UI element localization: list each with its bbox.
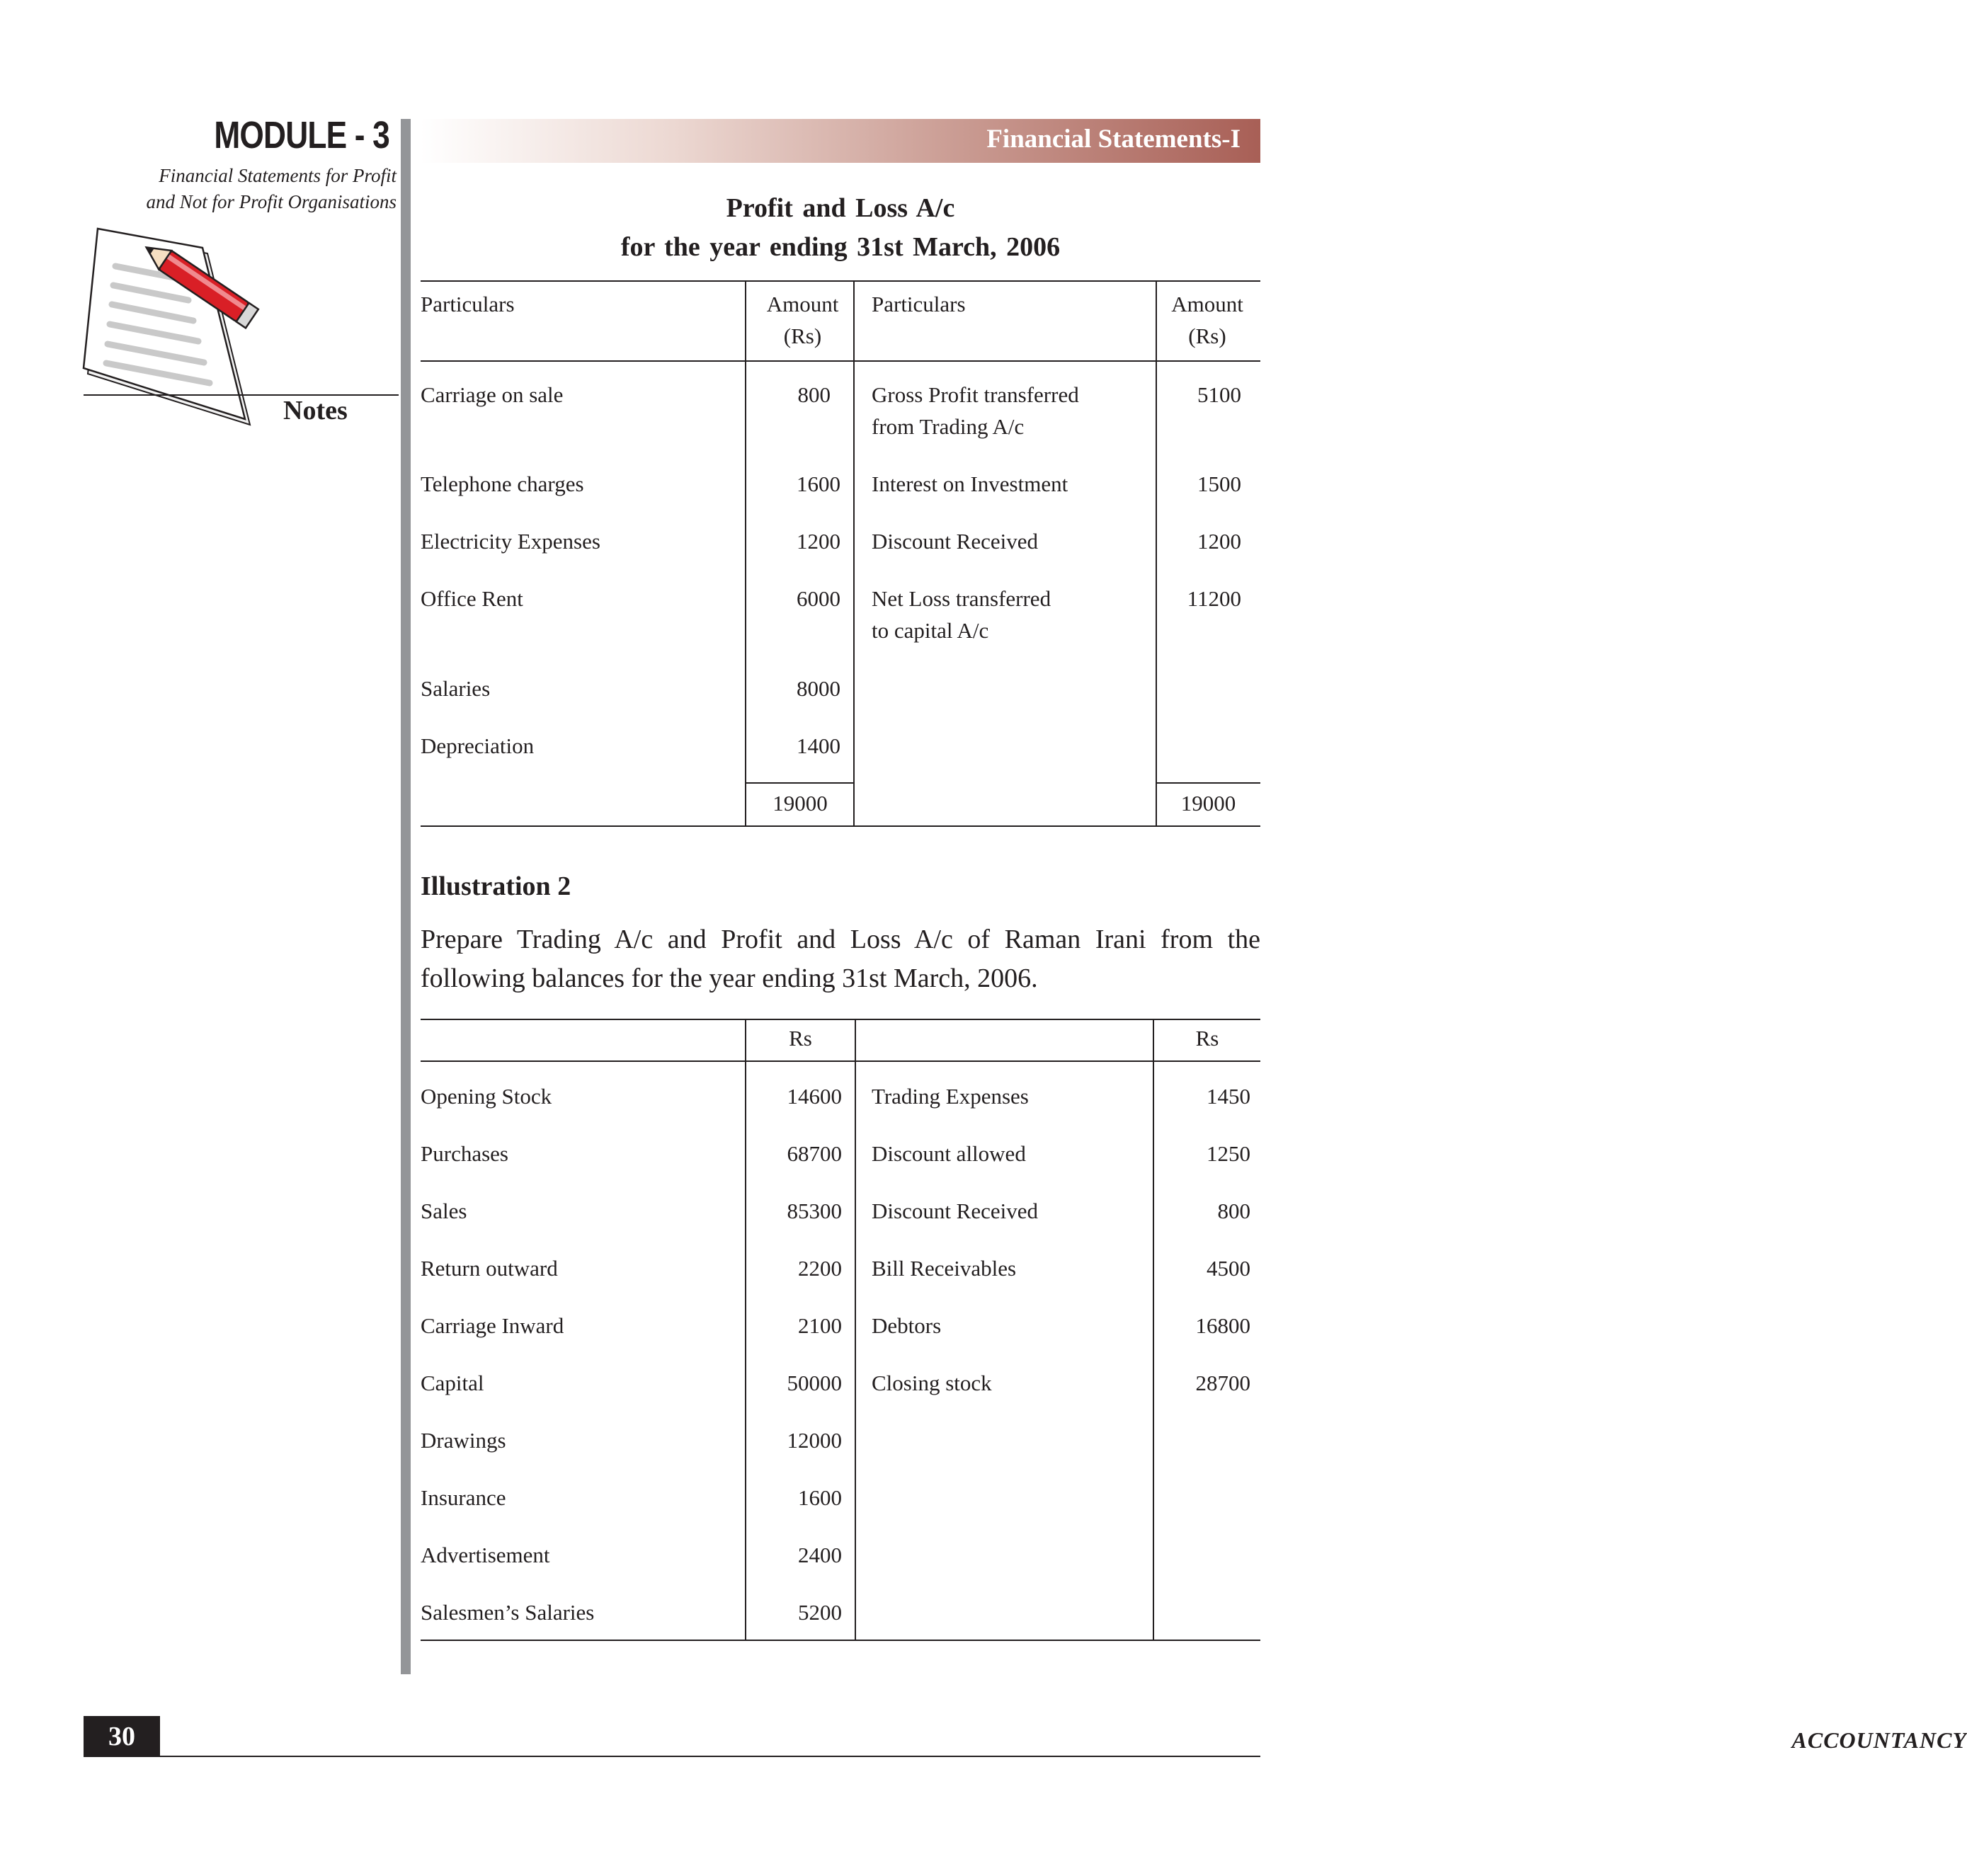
debit-amount: 1400 [797,733,840,758]
table-rule [421,1019,1260,1020]
balance-label: Salesmen’s Salaries [421,1600,595,1625]
credit-total: 19000 [1180,791,1236,816]
total-rule [1156,782,1260,784]
balance-amount: 85300 [787,1199,842,1223]
balance-amount: 5200 [798,1600,842,1625]
column-header: (Rs) [1188,324,1226,348]
debit-label: Telephone charges [421,471,584,496]
credit-amount: 5100 [1197,382,1241,407]
balance-label: Advertisement [421,1543,550,1567]
balance-label: Opening Stock [421,1084,552,1109]
balance-label: Carriage Inward [421,1313,564,1338]
credit-label: Net Loss transferred [872,586,1051,611]
balance-amount: 1600 [798,1485,842,1510]
table-rule [421,1640,1260,1641]
statement-title: Profit and Loss A/c [726,193,955,223]
statement-subtitle: for the year ending 31st March, 2006 [620,232,1061,262]
balance-label: Insurance [421,1485,506,1510]
module-title: MODULE - 3 [214,114,389,156]
book-title: ACCOUNTANCY [1791,1727,1967,1753]
balance-label: Discount Received [872,1199,1039,1223]
module-subtitle-line: Financial Statements for Profit [159,165,397,186]
table-rule [421,1060,1260,1062]
module-subtitle [71,163,397,215]
credit-amount: 1200 [1197,529,1241,554]
balance-amount: 50000 [787,1371,842,1395]
balance-amount: 16800 [1195,1313,1250,1338]
debit-amount: 6000 [797,586,840,611]
debit-label: Depreciation [421,733,535,758]
credit-label: to capital A/c [872,618,989,643]
debit-label: Electricity Expenses [421,529,600,554]
credit-label: from Trading A/c [872,414,1025,439]
column-header: Rs [789,1026,812,1051]
debit-label: Salaries [421,676,491,701]
debit-amount: 8000 [797,676,840,701]
credit-amount: 11200 [1187,586,1241,611]
table-rule [421,360,1260,362]
debit-total: 19000 [772,791,828,816]
footer-rule [84,1756,1260,1757]
balance-amount: 68700 [787,1141,842,1166]
balance-amount: 12000 [787,1428,842,1453]
column-header: Amount [766,292,839,316]
balance-label: Capital [421,1371,484,1395]
notes-underline [84,394,399,396]
column-header: Particulars [421,292,515,316]
credit-label: Discount Received [872,529,1039,554]
column-header: Amount [1171,292,1243,316]
balance-label: Debtors [872,1313,942,1338]
chapter-header-banner [421,119,1260,163]
balance-label: Closing stock [872,1371,992,1395]
margin-divider [401,119,411,1674]
debit-amount: 1600 [797,471,840,496]
balance-amount: 2400 [798,1543,842,1567]
balance-amount: 2100 [798,1313,842,1338]
column-header: Particulars [872,292,966,316]
debit-amount: 800 [797,382,831,407]
page-number: 30 [84,1716,160,1757]
credit-label: Gross Profit transferred [872,382,1079,407]
debit-label: Carriage on sale [421,382,564,407]
table-rule [421,825,1260,827]
column-rule [853,280,855,827]
balance-amount: 4500 [1207,1256,1250,1281]
illustration-text: Prepare Trading A/c and Profit and Loss A/c of Raman Irani from the following balances for the year ending 31st March, 2006. [421,925,1260,993]
balance-amount: 2200 [798,1256,842,1281]
balance-amount: 14600 [787,1084,842,1109]
column-header: Rs [1195,1026,1219,1051]
total-rule [746,782,855,784]
table-rule [421,280,1260,282]
balance-label: Discount allowed [872,1141,1026,1166]
balance-label: Drawings [421,1428,506,1453]
column-rule [855,1019,856,1641]
notes-pencil-icon [84,225,282,430]
balance-label: Purchases [421,1141,508,1166]
credit-amount: 1500 [1197,471,1241,496]
balance-amount: 800 [1217,1199,1250,1223]
credit-label: Interest on Investment [872,471,1068,496]
debit-amount: 1200 [797,529,840,554]
illustration-title: Illustration 2 [421,871,571,901]
balance-amount: 28700 [1195,1371,1250,1395]
balance-label: Trading Expenses [872,1084,1029,1109]
balance-label: Bill Receivables [872,1256,1017,1281]
balance-amount: 1250 [1207,1141,1250,1166]
balance-label: Return outward [421,1256,558,1281]
column-header: (Rs) [783,324,822,348]
module-subtitle-line: and Not for Profit Organisations [146,191,397,212]
debit-label: Office Rent [421,586,523,611]
balance-amount: 1450 [1207,1084,1250,1109]
balance-label: Sales [421,1199,467,1223]
notes-label: Notes [283,396,348,425]
chapter-title: Financial Statements-I [986,125,1241,154]
